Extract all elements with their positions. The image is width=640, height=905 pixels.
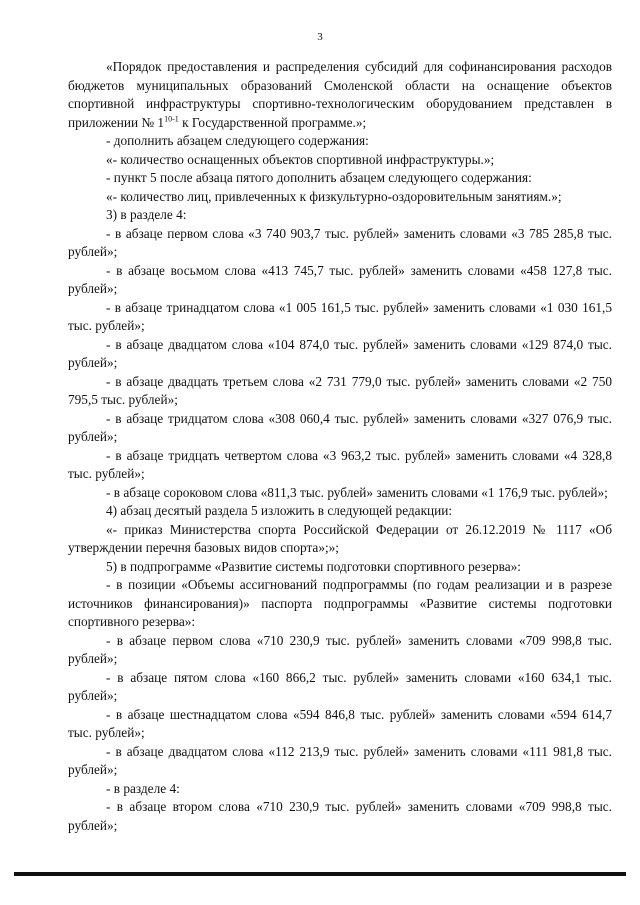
paragraph: - в абзаце втором слова «710 230,9 тыс. рублей» заменить словами «709 998,8 тыс. рублей»; [68,799,616,833]
paragraph: - в абзаце тридцатом слова «308 060,4 тыс. рублей» заменить словами «327 076,9 тыс. рублей»; [68,410,616,444]
paragraph: «- количество оснащенных объектов спортивной инфраструктуры.»; [106,151,495,167]
paragraph: - пункт 5 после абзаца пятого дополнить абзацем следующего содержания: [106,170,532,185]
paragraph: «- приказ Министерства спорта Российской Федерации от 26.12.2019 № 1117 «Об утверждении перечня базовых видов спорта»;»; [68,521,616,555]
document-body [68,58,616,835]
paragraph: - в позиции «Объемы ассигнований подпрограммы (по годам реализации и в разрезе источников финансирования)» паспорта подпрограммы «Развитие системы подготовки спортивного резерва»: [68,577,616,629]
bottom-scan-border [14,872,626,876]
page-number: 3 [317,31,323,43]
paragraph: - в абзаце двадцатом слова «112 213,9 тыс. рублей» заменить словами «111 981,8 тыс. рублей»; [68,743,616,777]
paragraph: - в абзаце тринадцатом слова «1 005 161,5 тыс. рублей» заменить словами «1 030 161,5 тыс. рублей»; [68,299,616,333]
paragraph: - в абзаце шестнадцатом слова «594 846,8 тыс. рублей» заменить словами «594 614,7 тыс. рублей»; [68,706,616,740]
paragraph: - в абзаце пятом слова «160 866,2 тыс. рублей» заменить словами «160 634,1 тыс. рублей»; [68,669,616,703]
paragraph: 3) в разделе 4: [106,207,187,222]
paragraph-1 [68,58,616,132]
paragraph: - в абзаце сороковом слова «811,3 тыс. рублей» заменить словами «1 176,9 тыс. рублей»; [106,484,608,500]
paragraph-text: «Порядок предоставления и распределения субсидий для софинансирования расходов бюджетов муниципальных образований Смоленской области на оснащение объектов спортивной инфраструктуры спортивно-технологическим оборудованием представлен в приложении № 1 [68,59,616,130]
paragraph: - в разделе 4: [106,780,180,796]
paragraph: 5) в подпрограмме «Развитие системы подготовки спортивного резерва»: [106,558,521,574]
paragraph: 4) абзац десятый раздела 5 изложить в следующей редакции: [106,503,453,518]
paragraph: - в абзаце первом слова «3 740 903,7 тыс. рублей» заменить словами «3 785 285,8 тыс. рублей»; [68,225,616,259]
superscript: 10-1 [164,114,179,124]
paragraph: - в абзаце двадцать третьем слова «2 731 779,0 тыс. рублей» заменить словами «2 750 795,5 тыс. рублей»; [68,373,616,407]
paragraph: - в абзаце восьмом слова «413 745,7 тыс. рублей» заменить словами «458 127,8 тыс. рублей»; [68,262,616,296]
paragraph: - дополнить абзацем следующего содержания: [106,133,369,148]
paragraph: - в абзаце двадцатом слова «104 874,0 тыс. рублей» заменить словами «129 874,0 тыс. рублей»; [68,336,616,370]
paragraph-text: к Государственной программе.»; [178,114,367,130]
paragraph: - в абзаце тридцать четвертом слова «3 963,2 тыс. рублей» заменить словами «4 328,8 тыс. рублей»; [68,447,616,481]
paragraph: - в абзаце первом слова «710 230,9 тыс. рублей» заменить словами «709 998,8 тыс. рублей»; [68,632,616,666]
paragraph: «- количество лиц, привлеченных к физкультурно-оздоровительным занятиям.»; [106,188,562,204]
